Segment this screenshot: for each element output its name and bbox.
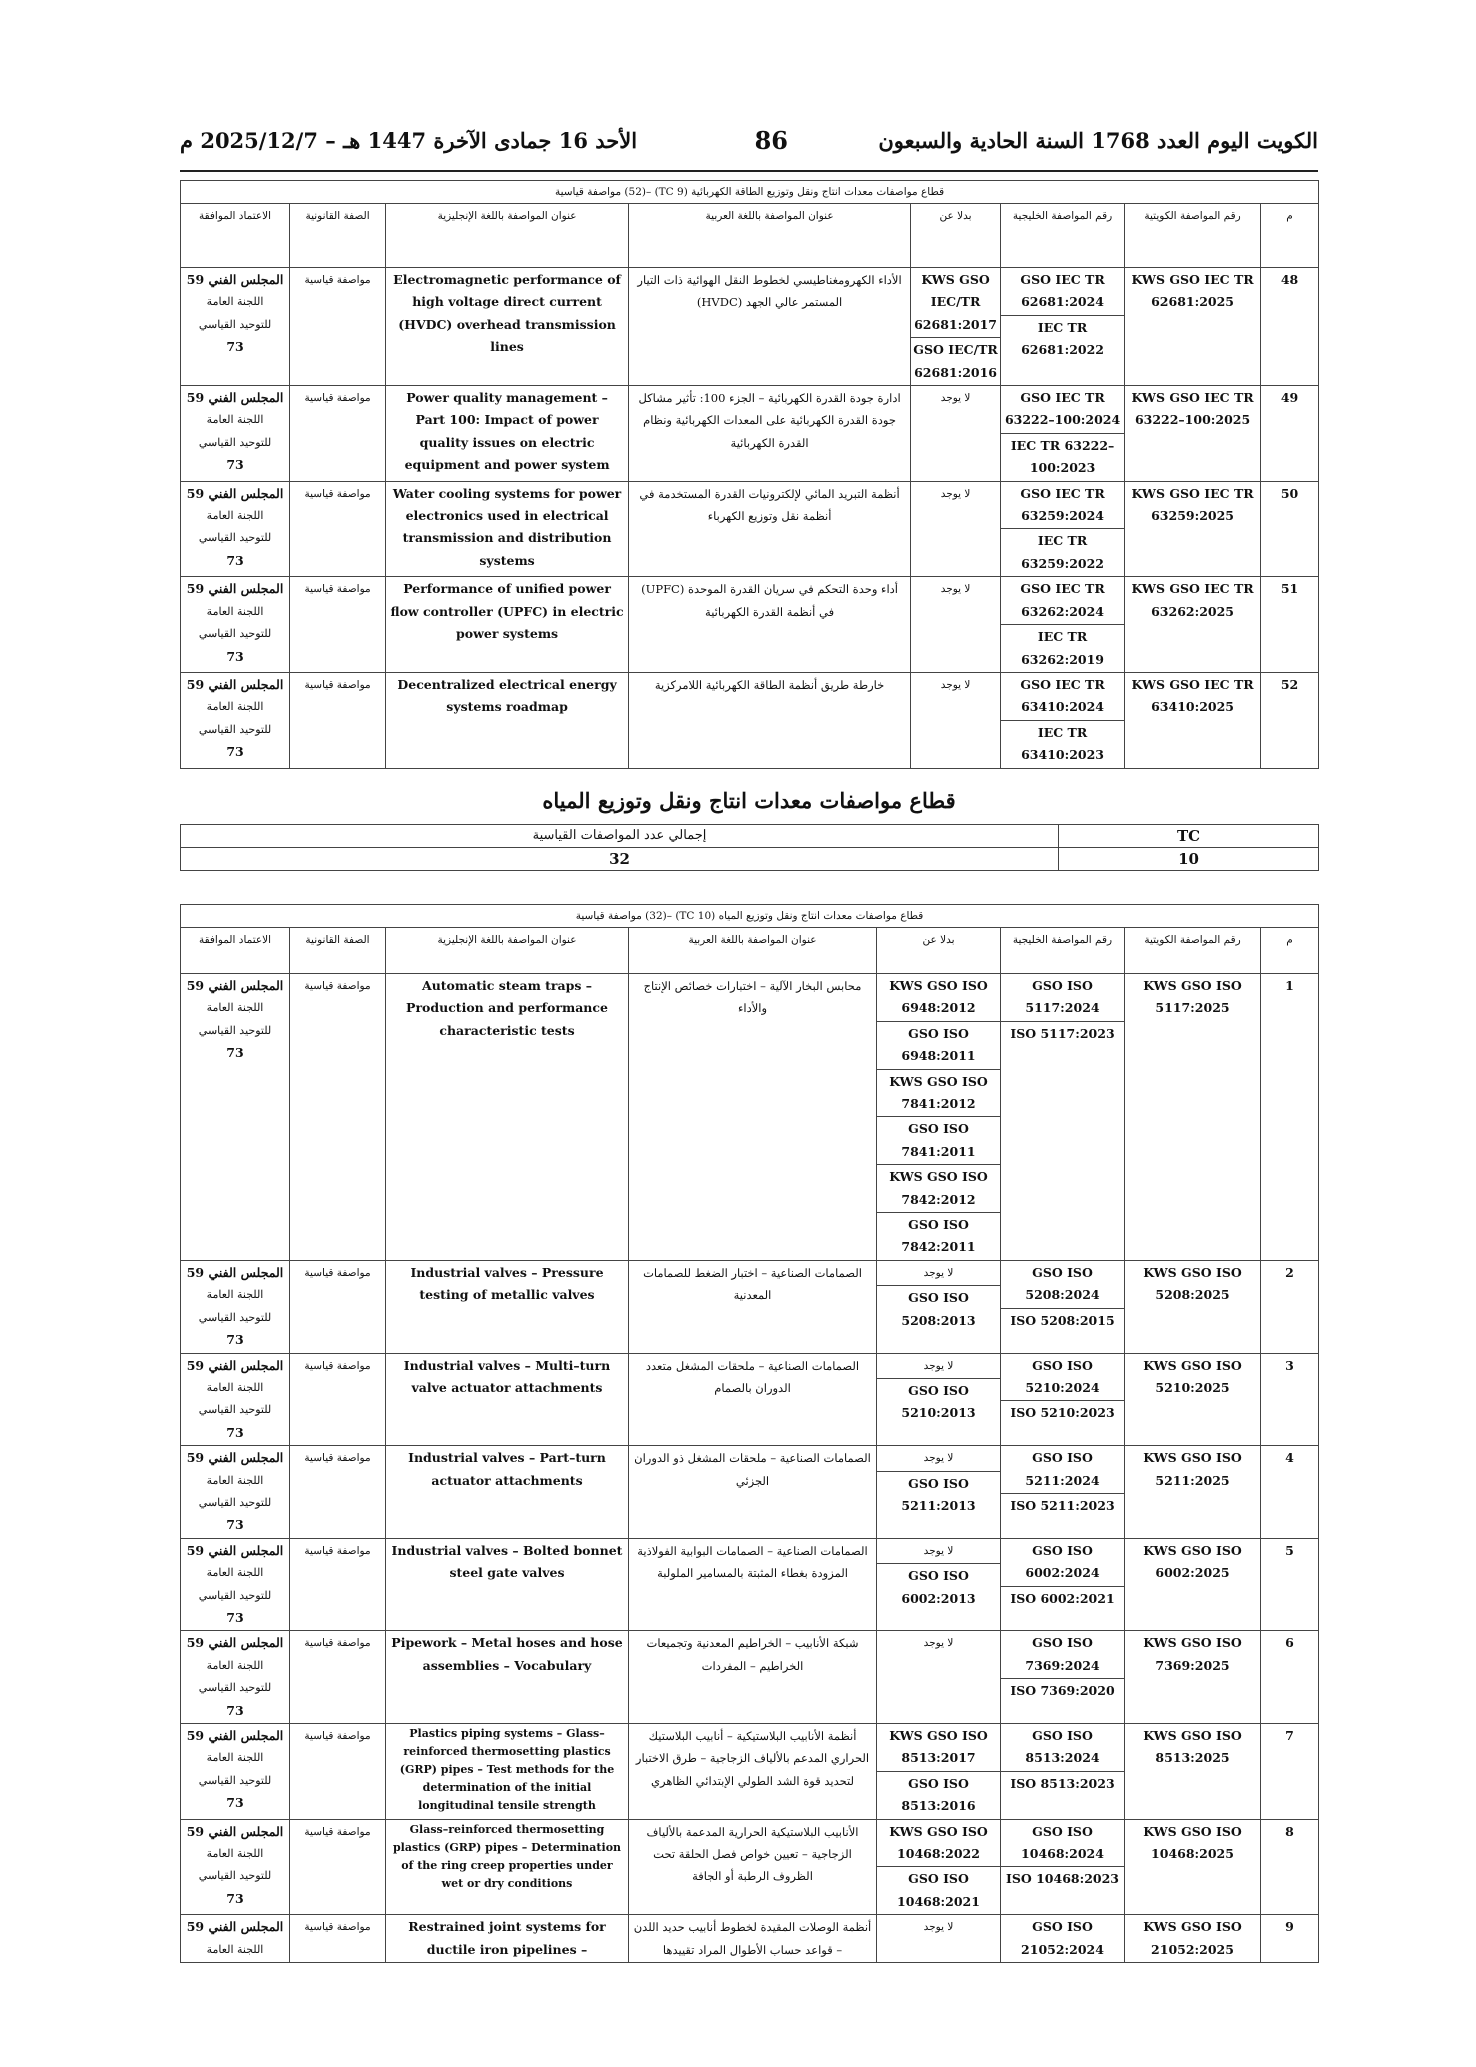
approval-line: المجلس الفني 59 xyxy=(186,978,284,993)
gso-number: GSO ISO 8513:2024 xyxy=(1001,1724,1124,1772)
water-standards-table xyxy=(180,904,1319,1963)
arabic-title: الصمامات الصناعية – ملحقات المشغل متعدد الدوران بالصمام xyxy=(629,1353,877,1446)
replaces-entry: KWS GSO ISO 6948:2012 xyxy=(877,974,1000,1022)
row-number: 4 xyxy=(1261,1446,1319,1539)
english-title: Pipework – Metal hoses and hose assemblies – Vocabulary xyxy=(386,1631,629,1724)
table-row xyxy=(181,1538,1319,1631)
gso-number: ISO 5210:2023 xyxy=(1010,1405,1115,1421)
approval-cell xyxy=(181,481,290,577)
table-row xyxy=(181,974,1319,1261)
row-number: 9 xyxy=(1261,1915,1319,1963)
english-title: Power quality management – Part 100: Impact of power quality issues on electric equipment and power system xyxy=(386,386,629,482)
col-no: م xyxy=(1261,204,1319,268)
gso-number: IEC TR 62681:2022 xyxy=(1021,319,1105,358)
approval-line: 73 xyxy=(226,339,244,355)
english-title: Restrained joint systems for ductile iron pipelines – xyxy=(386,1915,629,1963)
replaces-entry: GSO ISO 7842:2011 xyxy=(901,1217,976,1255)
replaces-entry: لا يوجد xyxy=(877,1539,1000,1564)
replaces-entry: لا يوجد xyxy=(923,1637,954,1650)
arabic-title: الصمامات الصناعية – الصمامات البوابية الفولاذية المزودة بغطاء المثبتة بالمسامير الملولبة xyxy=(629,1538,877,1631)
approval-line: للتوحيد القياسي xyxy=(198,627,272,641)
replaces-entry: GSO ISO 10468:2021 xyxy=(897,1871,980,1909)
arabic-title: الأنابيب البلاستيكية الحرارية المدعمة بالألياف الزجاجية – تعيين خواص فصل الحلقة تحت الظروف الرطبة أو الجافة xyxy=(629,1819,877,1915)
approval-line: للتوحيد القياسي xyxy=(198,1869,272,1883)
row-number: 48 xyxy=(1261,268,1319,386)
kws-number: KWS GSO ISO 5211:2025 xyxy=(1125,1446,1261,1539)
approval-line: للتوحيد القياسي xyxy=(198,1588,272,1602)
replaces-entry: لا يوجد xyxy=(940,392,971,405)
gso-number: GSO ISO 10468:2024 xyxy=(1001,1820,1124,1868)
col-en-title: عنوان المواصفة باللغة الإنجليزية xyxy=(386,204,629,268)
approval-line: 73 xyxy=(226,1890,244,1906)
table-row xyxy=(181,1353,1319,1446)
gso-number-cell xyxy=(1001,577,1125,673)
approval-line: اللجنة العامة xyxy=(206,1847,264,1861)
approval-line: اللجنة العامة xyxy=(206,1942,264,1956)
col-approval: الاعتماد الموافقة xyxy=(181,928,290,974)
gso-number: ISO 10468:2023 xyxy=(1005,1871,1119,1887)
legal-status: مواصفة قياسية xyxy=(290,577,386,673)
legal-status: مواصفة قياسية xyxy=(290,1724,386,1820)
approval-line: 73 xyxy=(226,648,244,664)
approval-line: 73 xyxy=(226,1045,244,1061)
gso-number-cell xyxy=(1001,1819,1125,1915)
gso-number-cell xyxy=(1001,481,1125,577)
approval-line: اللجنة العامة xyxy=(206,1566,264,1580)
replaces-cell xyxy=(877,1724,1001,1820)
arabic-title: أنظمة الوصلات المقيدة لخطوط أنابيب حديد اللدن – قواعد حساب الأطوال المراد تقييدها xyxy=(629,1915,877,1963)
row-number: 5 xyxy=(1261,1538,1319,1631)
kws-number: KWS GSO IEC TR 63259:2025 xyxy=(1125,481,1261,577)
approval-line: 73 xyxy=(226,1332,244,1348)
col-kws: رقم المواصفة الكويتية xyxy=(1125,928,1261,974)
approval-line: اللجنة العامة xyxy=(206,604,264,618)
replaces-cell xyxy=(911,481,1001,577)
replaces-entry: لا يوجد xyxy=(877,1446,1000,1471)
legal-status: مواصفة قياسية xyxy=(290,1446,386,1539)
col-replaces: بدلا عن xyxy=(911,204,1001,268)
table-row xyxy=(181,1819,1319,1915)
col-legal: الصفة القانونية xyxy=(290,928,386,974)
row-number: 49 xyxy=(1261,386,1319,482)
approval-cell xyxy=(181,1631,290,1724)
gso-number: GSO IEC TR 63222–100:2024 xyxy=(1001,386,1124,434)
replaces-cell xyxy=(877,1538,1001,1631)
replaces-entry: لا يوجد xyxy=(940,583,971,596)
replaces-entry: GSO ISO 6002:2013 xyxy=(901,1568,976,1606)
approval-line: للتوحيد القياسي xyxy=(198,1023,272,1037)
arabic-title: الصمامات الصناعية – اختبار الضغط للصمامات المعدنية xyxy=(629,1260,877,1353)
gso-number: IEC TR 63222–100:2023 xyxy=(1010,437,1115,476)
issue-date: الأحد 16 جمادى الآخرة 1447 هـ – 2025/12/7 م xyxy=(180,128,638,153)
english-title: Industrial valves – Multi–turn valve actuator attachments xyxy=(386,1353,629,1446)
arabic-title: خارطة طريق أنظمة الطاقة الكهربائية اللامركزية xyxy=(629,672,911,768)
row-number: 3 xyxy=(1261,1353,1319,1446)
english-title: Industrial valves – Bolted bonnet steel gate valves xyxy=(386,1538,629,1631)
approval-line: اللجنة العامة xyxy=(206,295,264,309)
replaces-cell xyxy=(877,974,1001,1261)
approval-cell xyxy=(181,672,290,768)
approval-cell xyxy=(181,1819,290,1915)
row-number: 8 xyxy=(1261,1819,1319,1915)
approval-line: اللجنة العامة xyxy=(206,700,264,714)
replaces-entry: GSO ISO 7841:2011 xyxy=(877,1117,1000,1165)
replaces-entry: KWS GSO ISO 8513:2017 xyxy=(877,1724,1000,1772)
col-ar-title: عنوان المواصفة باللغة العربية xyxy=(629,204,911,268)
replaces-cell xyxy=(911,386,1001,482)
approval-line: المجلس الفني 59 xyxy=(186,1728,284,1743)
approval-line: اللجنة العامة xyxy=(206,1288,264,1302)
approval-line: 73 xyxy=(226,1609,244,1625)
replaces-cell xyxy=(877,1819,1001,1915)
row-number: 1 xyxy=(1261,974,1319,1261)
approval-line: للتوحيد القياسي xyxy=(198,1773,272,1787)
approval-line: للتوحيد القياسي xyxy=(198,531,272,545)
approval-line: المجلس الفني 59 xyxy=(186,1264,284,1280)
approval-cell xyxy=(181,1353,290,1446)
approval-line: للتوحيد القياسي xyxy=(198,1681,272,1695)
legal-status: مواصفة قياسية xyxy=(290,268,386,386)
approval-line: 73 xyxy=(226,1424,244,1440)
gso-number: GSO ISO 5211:2024 xyxy=(1001,1446,1124,1494)
gso-number-cell xyxy=(1001,1631,1125,1724)
english-title: Water cooling systems for power electronics used in electrical transmission and distribution systems xyxy=(386,481,629,577)
table-row xyxy=(181,1446,1319,1539)
approval-line: المجلس الفني 59 xyxy=(186,485,284,501)
approval-cell xyxy=(181,577,290,673)
gso-number: ISO 6002:2021 xyxy=(1010,1590,1115,1606)
gso-number-cell xyxy=(1001,1724,1125,1820)
summary-total-value: 32 xyxy=(181,848,1059,871)
gso-number: GSO ISO 7369:2024 xyxy=(1001,1631,1124,1679)
legal-status: مواصفة قياسية xyxy=(290,974,386,1261)
english-title: Industrial valves – Pressure testing of metallic valves xyxy=(386,1260,629,1353)
approval-line: المجلس الفني 59 xyxy=(186,1635,284,1651)
replaces-entry: GSO IEC/TR 62681:2016 xyxy=(913,342,998,380)
replaces-entry: لا يوجد xyxy=(923,1921,954,1934)
gso-number-cell xyxy=(1001,974,1125,1261)
arabic-title: أداء وحدة التحكم في سريان القدرة الموحدة (UPFC) في أنظمة القدرة الكهربائية xyxy=(629,577,911,673)
legal-status: مواصفة قياسية xyxy=(290,1915,386,1963)
arabic-title: أنظمة الأنابيب البلاستيكية – أنابيب البلاستيك الحراري المدعم بالألياف الزجاجية – طرق الاختبار لتحديد قوة الشد الطولي الإبتدائي الظاهري xyxy=(629,1724,877,1820)
legal-status: مواصفة قياسية xyxy=(290,481,386,577)
legal-status: مواصفة قياسية xyxy=(290,672,386,768)
col-ar-title: عنوان المواصفة باللغة العربية xyxy=(629,928,877,974)
approval-line: المجلس الفني 59 xyxy=(186,581,284,597)
english-title: Performance of unified power flow controller (UPFC) in electric power systems xyxy=(386,577,629,673)
approval-line: اللجنة العامة xyxy=(206,509,264,523)
replaces-cell xyxy=(911,577,1001,673)
replaces-cell xyxy=(911,672,1001,768)
approval-line: المجلس الفني 59 xyxy=(186,1823,284,1839)
kws-number: KWS GSO ISO 6002:2025 xyxy=(1125,1538,1261,1631)
gso-number: GSO IEC TR 63259:2024 xyxy=(1001,482,1124,530)
replaces-entry: GSO ISO 5208:2013 xyxy=(901,1290,976,1328)
approval-cell xyxy=(181,1915,290,1963)
kws-number: KWS GSO IEC TR 63410:2025 xyxy=(1125,672,1261,768)
legal-status: مواصفة قياسية xyxy=(290,1631,386,1724)
replaces-entry: لا يوجد xyxy=(940,487,971,500)
replaces-entry: GSO ISO 6948:2011 xyxy=(877,1022,1000,1070)
col-replaces: بدلا عن xyxy=(877,928,1001,974)
approval-line: المجلس الفني 59 xyxy=(186,1450,284,1466)
gso-number: GSO IEC TR 63410:2024 xyxy=(1001,673,1124,721)
col-en-title: عنوان المواصفة باللغة الإنجليزية xyxy=(386,928,629,974)
gso-number: ISO 5211:2023 xyxy=(1010,1497,1115,1513)
replaces-entry: لا يوجد xyxy=(940,678,971,691)
english-title: Automatic steam traps – Production and performance characteristic tests xyxy=(386,974,629,1261)
arabic-title: محابس البخار الآلية – اختبارات خصائص الإنتاج والأداء xyxy=(629,974,877,1261)
replaces-entry: لا يوجد xyxy=(877,1261,1000,1286)
approval-line: للتوحيد القياسي xyxy=(198,435,272,449)
english-title: Decentralized electrical energy systems roadmap xyxy=(386,672,629,768)
approval-line: 73 xyxy=(226,457,244,473)
summary-tc-header: TC xyxy=(1059,825,1319,848)
col-gso: رقم المواصفة الخليجية xyxy=(1001,928,1125,974)
table-row xyxy=(181,386,1319,482)
gso-number-cell xyxy=(1001,1538,1125,1631)
legal-status: مواصفة قياسية xyxy=(290,386,386,482)
gso-number: GSO ISO 5210:2024 xyxy=(1001,1354,1124,1402)
english-title: Plastics piping systems – Glass–reinforced thermosetting plastics (GRP) pipes – Test methods for the determination of the initial longitudinal tensile strength xyxy=(386,1724,629,1820)
gso-number: GSO ISO 5117:2024 xyxy=(1001,974,1124,1022)
english-title: Industrial valves – Part–turn actuator attachments xyxy=(386,1446,629,1539)
summary-total-header: إجمالي عدد المواصفات القياسية xyxy=(181,825,1059,848)
replaces-entry: GSO ISO 8513:2016 xyxy=(901,1775,976,1814)
header-rule xyxy=(180,170,1318,172)
approval-line: اللجنة العامة xyxy=(206,1380,264,1394)
arabic-title: شبكة الأنابيب – الخراطيم المعدنية وتجميعات الخراطيم – المفردات xyxy=(629,1631,877,1724)
replaces-cell xyxy=(877,1260,1001,1353)
replaces-entry: KWS GSO ISO 7842:2012 xyxy=(877,1165,1000,1213)
page-number: 86 xyxy=(754,126,788,155)
gso-number: ISO 5208:2015 xyxy=(1010,1312,1115,1328)
row-number: 52 xyxy=(1261,672,1319,768)
english-title: Electromagnetic performance of high voltage direct current (HVDC) overhead transmission lines xyxy=(386,268,629,386)
approval-line: اللجنة العامة xyxy=(206,1001,264,1015)
approval-line: اللجنة العامة xyxy=(206,1658,264,1672)
approval-line: 73 xyxy=(226,744,244,760)
row-number: 51 xyxy=(1261,577,1319,673)
col-gso: رقم المواصفة الخليجية xyxy=(1001,204,1125,268)
kws-number: KWS GSO IEC TR 63222–100:2025 xyxy=(1125,386,1261,482)
summary-table xyxy=(180,824,1319,871)
approval-cell xyxy=(181,1538,290,1631)
row-number: 6 xyxy=(1261,1631,1319,1724)
gso-number-cell xyxy=(1001,1446,1125,1539)
legal-status: مواصفة قياسية xyxy=(290,1260,386,1353)
approval-cell xyxy=(181,1260,290,1353)
gso-number: IEC TR 63410:2023 xyxy=(1021,724,1105,763)
approval-line: المجلس الفني 59 xyxy=(186,676,284,692)
gso-number: ISO 5117:2023 xyxy=(1010,1025,1115,1041)
approval-line: للتوحيد القياسي xyxy=(198,1403,272,1417)
kws-number: KWS GSO IEC TR 63262:2025 xyxy=(1125,577,1261,673)
gso-number: IEC TR 63262:2019 xyxy=(1021,629,1105,667)
col-legal: الصفة القانونية xyxy=(290,204,386,268)
table-row xyxy=(181,481,1319,577)
legal-status: مواصفة قياسية xyxy=(290,1819,386,1915)
approval-line: المجلس الفني 59 xyxy=(186,1919,284,1935)
approval-line: 73 xyxy=(226,1795,244,1811)
page-header xyxy=(180,122,1318,162)
replaces-cell xyxy=(911,268,1001,386)
issue-info: الكويت اليوم العدد 1768 السنة الحادية والسبعون xyxy=(878,128,1318,153)
replaces-entry: GSO ISO 5210:2013 xyxy=(901,1382,976,1421)
kws-number: KWS GSO ISO 8513:2025 xyxy=(1125,1724,1261,1820)
arabic-title: ادارة جودة القدرة الكهربائية – الجزء 100: تأثير مشاكل جودة القدرة الكهربائية على المعدات الكهربائية ونظام القدرة الكهربائية xyxy=(629,386,911,482)
section-title: قطاع مواصفات معدات انتاج ونقل وتوزيع المياه xyxy=(542,788,956,813)
col-kws: رقم المواصفة الكويتية xyxy=(1125,204,1261,268)
kws-number: KWS GSO ISO 5208:2025 xyxy=(1125,1260,1261,1353)
gso-number: ISO 7369:2020 xyxy=(1010,1683,1115,1699)
gso-number-cell xyxy=(1001,1353,1125,1446)
row-number: 50 xyxy=(1261,481,1319,577)
table-row xyxy=(181,1260,1319,1353)
arabic-title: أنظمة التبريد المائي لإلكترونيات القدرة المستخدمة في أنظمة نقل وتوزيع الكهرباء xyxy=(629,481,911,577)
approval-line: المجلس الفني 59 xyxy=(186,272,284,287)
gso-number-cell xyxy=(1001,672,1125,768)
approval-cell xyxy=(181,1724,290,1820)
gso-number-cell xyxy=(1001,1915,1125,1963)
col-no: م xyxy=(1261,928,1319,974)
table-row xyxy=(181,268,1319,386)
replaces-cell xyxy=(877,1631,1001,1724)
approval-line: 73 xyxy=(226,1702,244,1718)
summary-tc-value: 10 xyxy=(1059,848,1319,871)
approval-cell xyxy=(181,1446,290,1539)
approval-line: اللجنة العامة xyxy=(206,413,264,427)
kws-number: KWS GSO ISO 10468:2025 xyxy=(1125,1819,1261,1915)
gso-number: IEC TR 63259:2022 xyxy=(1021,533,1105,571)
gso-number: ISO 8513:2023 xyxy=(1010,1775,1115,1791)
gso-number: GSO IEC TR 62681:2024 xyxy=(1001,268,1124,316)
approval-cell xyxy=(181,386,290,482)
approval-line: المجلس الفني 59 xyxy=(186,1357,284,1373)
col-approval: الاعتماد الموافقة xyxy=(181,204,290,268)
legal-status: مواصفة قياسية xyxy=(290,1538,386,1631)
replaces-entry: KWS GSO ISO 7841:2012 xyxy=(877,1070,1000,1118)
arabic-title: الأداء الكهرومغناطيسي لخطوط النقل الهوائية ذات التيار المستمر عالي الجهد (HVDC) xyxy=(629,268,911,386)
replaces-entry: لا يوجد xyxy=(877,1354,1000,1379)
gso-number: GSO ISO 21052:2024 xyxy=(1021,1919,1104,1957)
replaces-entry: GSO ISO 5211:2013 xyxy=(901,1475,976,1513)
replaces-cell xyxy=(877,1446,1001,1539)
table-row xyxy=(181,672,1319,768)
replaces-entry: KWS GSO ISO 10468:2022 xyxy=(877,1820,1000,1868)
approval-cell xyxy=(181,974,290,1261)
kws-number: KWS GSO ISO 7369:2025 xyxy=(1125,1631,1261,1724)
gso-number-cell xyxy=(1001,268,1125,386)
approval-cell xyxy=(181,268,290,386)
approval-line: اللجنة العامة xyxy=(206,1751,264,1765)
gso-number: GSO ISO 6002:2024 xyxy=(1001,1539,1124,1587)
table-row xyxy=(181,577,1319,673)
replaces-entry: KWS GSO IEC/TR 62681:2017 xyxy=(911,268,1000,338)
kws-number: KWS GSO ISO 5117:2025 xyxy=(1125,974,1261,1261)
english-title: Glass–reinforced thermosetting plastics (GRP) pipes – Determination of the ring creep properties under wet or dry conditions xyxy=(386,1819,629,1915)
approval-line: للتوحيد القياسي xyxy=(198,317,272,331)
row-number: 7 xyxy=(1261,1724,1319,1820)
table-row xyxy=(181,1724,1319,1820)
table-caption: قطاع مواصفات معدات انتاج ونقل وتوزيع المياه (TC 10) –(32) مواصفة قياسية xyxy=(181,905,1319,928)
approval-line: للتوحيد القياسي xyxy=(198,722,272,736)
gso-number: GSO ISO 5208:2024 xyxy=(1001,1261,1124,1309)
approval-line: 73 xyxy=(226,552,244,568)
row-number: 2 xyxy=(1261,1260,1319,1353)
arabic-title: الصمامات الصناعية – ملحقات المشغل ذو الدوران الجزئي xyxy=(629,1446,877,1539)
table-row xyxy=(181,1915,1319,1963)
kws-number: KWS GSO ISO 5210:2025 xyxy=(1125,1353,1261,1446)
approval-line: للتوحيد القياسي xyxy=(198,1495,272,1509)
gso-number-cell xyxy=(1001,386,1125,482)
kws-number: KWS GSO ISO 21052:2025 xyxy=(1125,1915,1261,1963)
gso-number: GSO IEC TR 63262:2024 xyxy=(1001,577,1124,625)
approval-line: اللجنة العامة xyxy=(206,1473,264,1487)
approval-line: المجلس الفني 59 xyxy=(186,390,284,406)
kws-number: KWS GSO IEC TR 62681:2025 xyxy=(1125,268,1261,386)
approval-line: 73 xyxy=(226,1517,244,1533)
replaces-cell xyxy=(877,1915,1001,1963)
electrical-standards-table xyxy=(180,180,1319,769)
legal-status: مواصفة قياسية xyxy=(290,1353,386,1446)
approval-line: المجلس الفني 59 xyxy=(186,1542,284,1558)
replaces-cell xyxy=(877,1353,1001,1446)
approval-line: للتوحيد القياسي xyxy=(198,1310,272,1324)
table-caption: قطاع مواصفات معدات انتاج ونقل وتوزيع الطاقة الكهربائية (TC 9) –(52) مواصفة قياسية xyxy=(181,181,1319,204)
table-row xyxy=(181,1631,1319,1724)
gso-number-cell xyxy=(1001,1260,1125,1353)
